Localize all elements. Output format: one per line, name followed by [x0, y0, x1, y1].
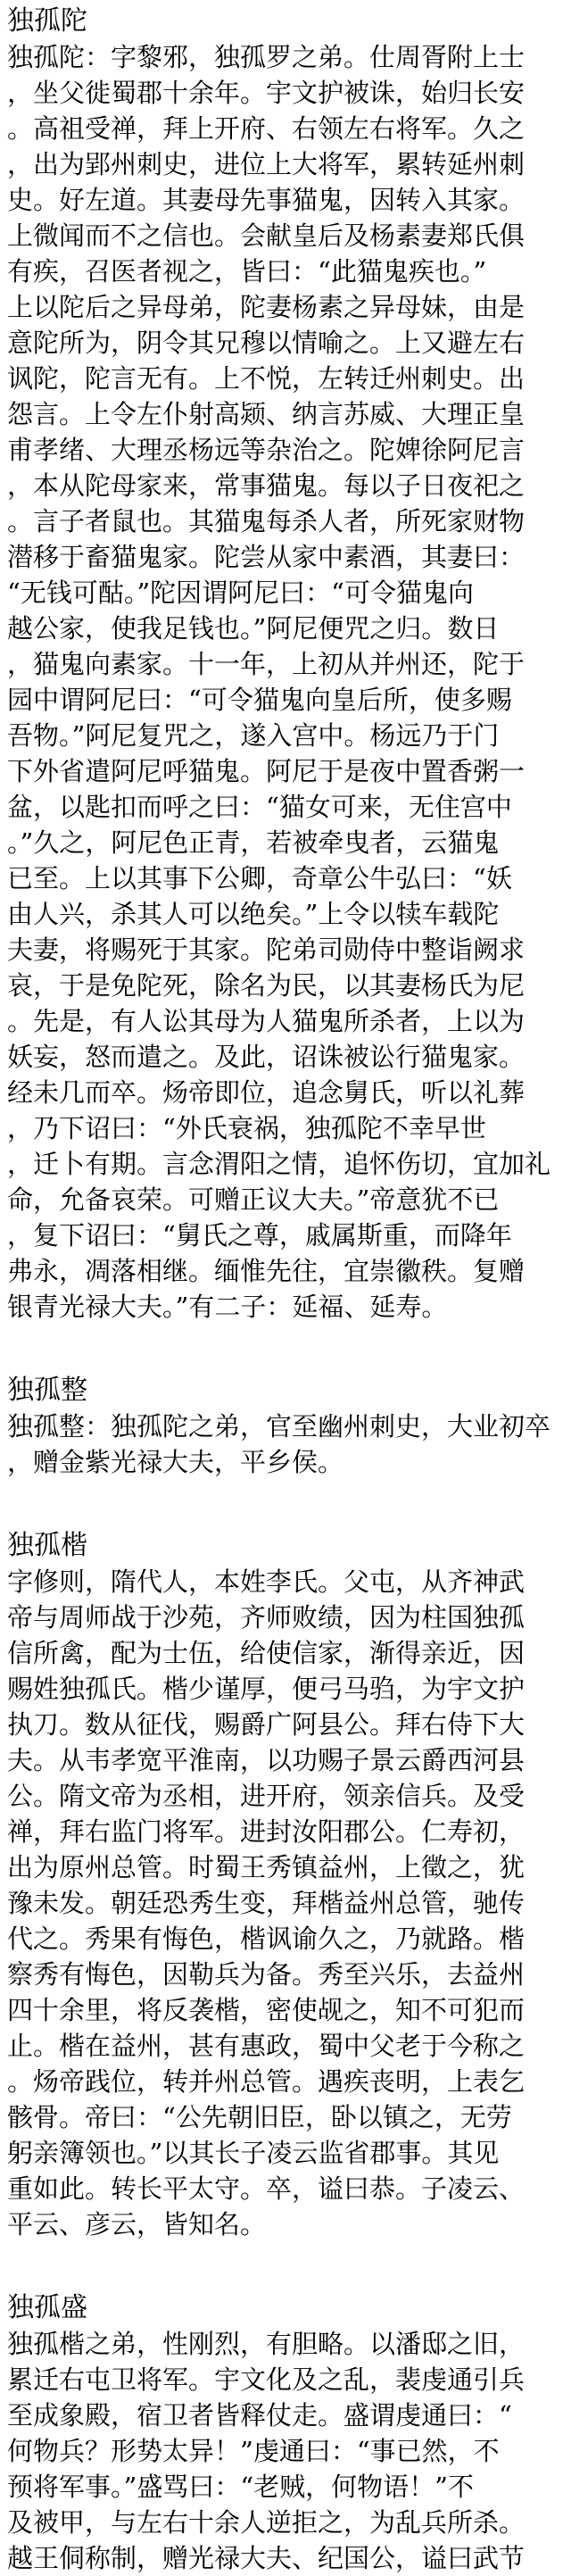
- text-line: ，本从陀母家来，常事猫鬼。每以子日夜祀之: [7, 470, 525, 501]
- text-line: 。炀帝践位，转并州总管。遇疾丧明，上表乞: [7, 2066, 525, 2097]
- section-body: [7, 2326, 564, 2576]
- text-line: 越王侗称制，赠光禄大夫、纪国公，谥曰武节: [7, 2543, 525, 2573]
- text-line: 字修则，隋代人，本姓李氏。父屯，从齐神武: [7, 1566, 525, 1597]
- text-line: 上微闻而不之信也。会献皇后及杨素妻郑氏俱: [7, 220, 525, 251]
- text-line: 禅，拜右监门将军。进封汝阳郡公。仁寿初，: [7, 1816, 525, 1847]
- text-line: 史。好左道。其妻母先事猫鬼，因转入其家。: [7, 185, 525, 215]
- section-dugu-sheng: [7, 2290, 564, 2576]
- text-line: 甫孝绪、大理丞杨远等杂治之。陀婢徐阿尼言: [7, 435, 525, 465]
- text-line: 帝与周师战于沙苑，齐师败绩，因为柱国独孤: [7, 1602, 525, 1633]
- text-line: 重如此。转长平太守。卒，谥曰恭。子凌云、: [7, 2173, 525, 2204]
- text-line: ，坐父徙蜀郡十余年。宇文护被诛，始归长安: [7, 78, 525, 108]
- text-line: 独孤楷之弟，性刚烈，有胆略。以潘邸之旧，: [7, 2329, 525, 2359]
- text-line: ，复下诏曰：“舅氏之尊，戚属斯重，而降年: [7, 1220, 512, 1251]
- text-line: “无钱可酤。”陀因谓阿尼曰：“可令猫鬼向: [7, 578, 474, 608]
- text-line: 。高祖受禅，拜上开府、右领左右将军。久之: [7, 113, 525, 144]
- text-line: 平云、彦云，皆知名。: [7, 2209, 267, 2239]
- text-line: ，猫鬼向素家。十一年，上初从并州还，陀于: [7, 649, 525, 679]
- text-line: 吾物。”阿尼复咒之，遂入宫中。杨远乃于门: [7, 720, 500, 751]
- text-line: ，迁卜有期。言念渭阳之情，追怀伤切，宜加礼: [7, 1149, 551, 1179]
- section-title: 独孤陀: [7, 5, 87, 37]
- text-line: 何物兵？形势太异！”虔通曰：“事已然，不: [7, 2436, 500, 2466]
- section-body: [7, 39, 564, 1325]
- text-line: 下外省遣阿尼呼猫鬼。阿尼于是夜中置香粥一: [7, 756, 525, 786]
- text-line: 银青光禄大夫。”有二子：延福、延寿。: [7, 1292, 448, 1322]
- text-line: 累迁右屯卫将军。宇文化及之乱，裴虔通引兵: [7, 2364, 525, 2395]
- text-line: 察秀有悔色，因勒兵为备。秀至兴乐，去益州: [7, 1959, 525, 1990]
- section-dugu-zheng: [7, 1373, 564, 1480]
- text-line: 讽陀，陀言无有。上不悦，左转迁州刺史。出: [7, 363, 525, 394]
- section-title: 独孤整: [7, 1375, 87, 1406]
- text-line: 四十余里，将反袭楷，密使觇之，知不可犯而: [7, 1995, 525, 2025]
- text-line: 盆，以匙扣而呼之曰：“猫女可来，无住宫中: [7, 792, 512, 822]
- text-line: 越公家，使我足钱也。”阿尼便咒之归。数日: [7, 613, 500, 644]
- section-dugu-kai: [7, 1528, 564, 2242]
- text-line: 。先是，有人讼其母为人猫鬼所杀者，上以为: [7, 1006, 525, 1036]
- text-line: 哀，于是免陀死，除名为民，以其妻杨氏为尼: [7, 970, 525, 1001]
- text-line: ，乃下诏曰：“外氏衰祸，独孤陀不幸早世: [7, 1113, 486, 1143]
- text-line: 潜移于畜猫鬼家。陀尝从家中素酒，其妻曰：: [7, 542, 525, 572]
- text-line: 代之。秀果有悔色，楷讽谕久之，乃就路。楷: [7, 1924, 525, 1954]
- text-line: 止。楷在益州，甚有惠政，蜀中父老于今称之: [7, 2031, 525, 2061]
- text-line: 由人兴，杀其人可以绝矣。”上令以犊车载陀: [7, 899, 500, 929]
- text-line: 执刀。数从征伐，赐爵广阿县公。拜右侍下大: [7, 1709, 525, 1740]
- text-line: ，出为郢州刺史，进位上大将军，累转延州刺: [7, 149, 525, 179]
- text-line: 园中谓阿尼曰：“可令猫鬼向皇后所，使多赐: [7, 685, 512, 715]
- text-line: 怨言。上令左仆射高颎、纳言苏威、大理正皇: [7, 399, 525, 429]
- section-body: [7, 1564, 564, 2242]
- text-line: ，赠金紫光禄大夫，平乡侯。: [7, 1447, 344, 1477]
- section-title: 独孤盛: [7, 2292, 87, 2323]
- text-line: 及被甲，与左右十余人逆拒之，为乱兵所杀。: [7, 2507, 525, 2538]
- text-line: 独孤陀：字黎邪，独孤罗之弟。仕周胥附上士: [7, 42, 525, 72]
- section-dugu-tuo: [7, 4, 564, 1325]
- text-line: 独孤整：独孤陀之弟，官至幽州刺史，大业初卒: [7, 1411, 551, 1442]
- text-line: 妖妄，怒而遣之。及此，诏诛被讼行猫鬼家。: [7, 1042, 525, 1072]
- text-line: 豫未发。朝廷恐秀生变，拜楷益州总管，驰传: [7, 1888, 525, 1918]
- text-line: 经未几而卒。炀帝即位，追念舅氏，听以礼葬: [7, 1077, 525, 1108]
- text-line: 夫妻，将赐死于其家。陀弟司勋侍中整诣阙求: [7, 935, 525, 965]
- section-body: [7, 1408, 564, 1480]
- text-line: 预将军事。”盛骂曰：“老贼，何物语！”不: [7, 2472, 474, 2502]
- text-line: 出为原州总管。时蜀王秀镇益州，上徵之，犹: [7, 1852, 525, 1882]
- text-line: 已至。上以其事下公卿，奇章公牛弘曰：“妖: [7, 863, 512, 893]
- text-line: 上以陀后之异母弟，陀妻杨素之异母妹，由是: [7, 292, 525, 322]
- text-line: 至成象殿，宿卫者皆释仗走。盛谓虔通曰：“: [7, 2400, 512, 2431]
- text-line: 骸骨。帝曰：“公先朝旧臣，卧以镇之，无劳: [7, 2102, 512, 2132]
- text-line: 意陀所为，阴令其兄穆以情喻之。上又避左右: [7, 328, 525, 358]
- text-line: 有疾，召医者视之，皆曰：“此猫鬼疾也。”: [7, 256, 487, 287]
- text-line: 躬亲簿领也。”以其长子凌云监省郡事。其见: [7, 2138, 500, 2168]
- text-line: 赐姓独孤氏。楷少谨厚，便弓马驺，为宇文护: [7, 1674, 525, 1704]
- section-title: 独孤楷: [7, 1530, 87, 1561]
- text-line: 弗永，凋落相继。缅惟先往，宜崇徽秩。复赠: [7, 1256, 525, 1286]
- text-line: 公。隋文帝为丞相，进开府，领亲信兵。及受: [7, 1781, 525, 1811]
- text-line: 。”久之，阿尼色正青，若被牵曳者，云猫鬼: [7, 827, 500, 858]
- text-line: 。言子者鼠也。其猫鬼每杀人者，所死家财物: [7, 506, 525, 536]
- text-line: 夫。从韦孝宽平淮南，以功赐子景云爵西河县: [7, 1745, 525, 1775]
- text-line: 命，允备哀荣。可赠正议大夫。”帝意犹不已: [7, 1184, 500, 1215]
- text-line: 信所禽，配为士伍，给使信家，渐得亲近，因: [7, 1638, 525, 1668]
